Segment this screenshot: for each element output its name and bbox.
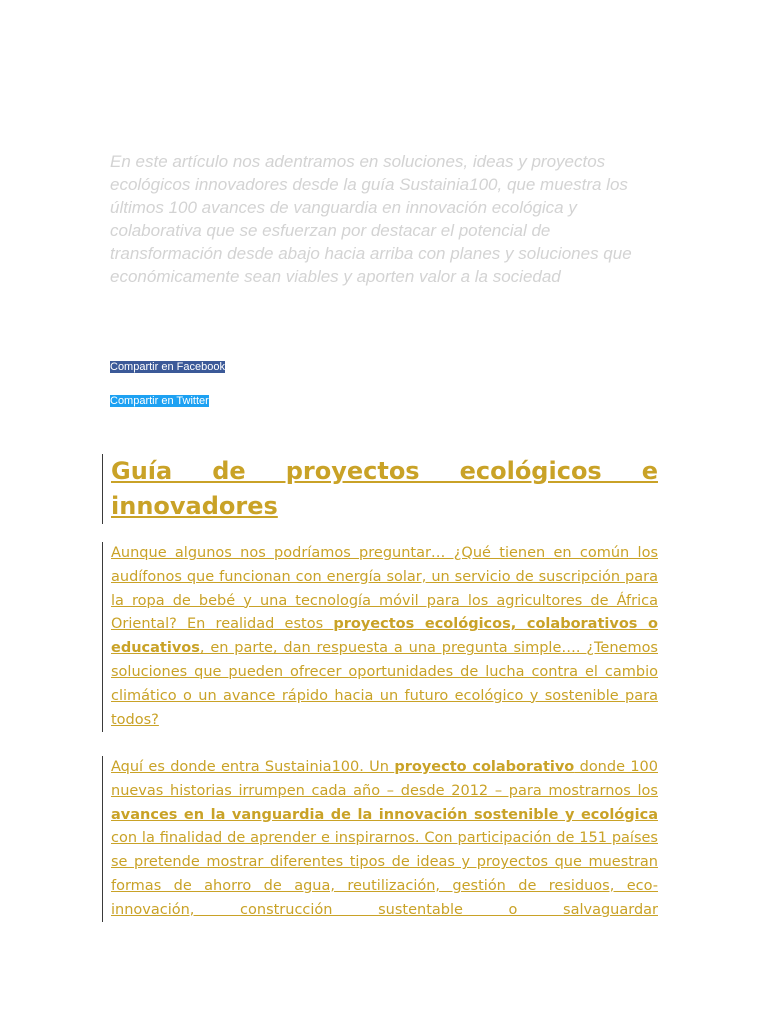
paragraph-1-link[interactable] — [111, 542, 658, 732]
share-twitter-button[interactable]: Compartir en Twitter — [110, 395, 209, 407]
paragraph-block-1 — [102, 542, 658, 732]
paragraph-1-text-a: Aunque algunos nos podríamos preguntar… ¿Qué tienen en común los audífonos que funcionan con energía solar, un servicio de suscripción para la ropa de bebé y una tecnología móvil para los agricultores de África Oriental? En realidad estos — [111, 545, 658, 633]
paragraph-2-link[interactable] — [111, 756, 658, 922]
paragraph-2-text-c: con la finalidad de aprender e inspirarnos. Con participación de 151 países se pretende mostrar diferentes tipos de ideas y proyectos que muestran formas de ahorro de agua, reutilización, gestión de residuos, eco-innovación, construcción sustentable o salvaguardar — [111, 830, 658, 918]
paragraph-2-text-b: donde 100 nuevas historias irrumpen cada año – desde 2012 – para mostrarnos los — [111, 759, 658, 799]
paragraph-2-bold-b: avances en la vanguardia de la innovación sostenible y ecológica — [111, 806, 658, 823]
paragraph-block-2 — [102, 756, 658, 922]
paragraph-2-bold-a: proyecto colaborativo — [394, 759, 575, 775]
article-heading-link[interactable]: Guía de proyectos ecológicos e innovadores — [111, 457, 658, 520]
paragraph-2-text-a: Aquí es donde entra Sustainia100. Un — [111, 759, 395, 775]
share-facebook-button[interactable]: Compartir en Facebook — [110, 361, 225, 373]
paragraph-1-text-b: , en parte, dan respuesta a una pregunta simple…. ¿Tenemos soluciones que pueden ofrecer oportunidades de lucha contra el cambio climático o un avance rápido hacia un futuro ecológico y sostenible para todos? — [111, 640, 658, 728]
paragraph-1-bold-a: proyectos ecológicos, colaborativos o educativos — [111, 616, 659, 657]
heading-block — [102, 454, 658, 524]
article-intro: En este artículo nos adentramos en soluciones, ideas y proyectos ecológicos innovadores desde la guía Sustainia100, que muestra los últimos 100 avances de vanguardia en innovación ecológica y colaborativa que se esfuerzan por destacar el potencial de transformación desde abajo hacia arriba con planes y soluciones que económicamente sean viables y aporten valor a la sociedad — [110, 152, 632, 286]
